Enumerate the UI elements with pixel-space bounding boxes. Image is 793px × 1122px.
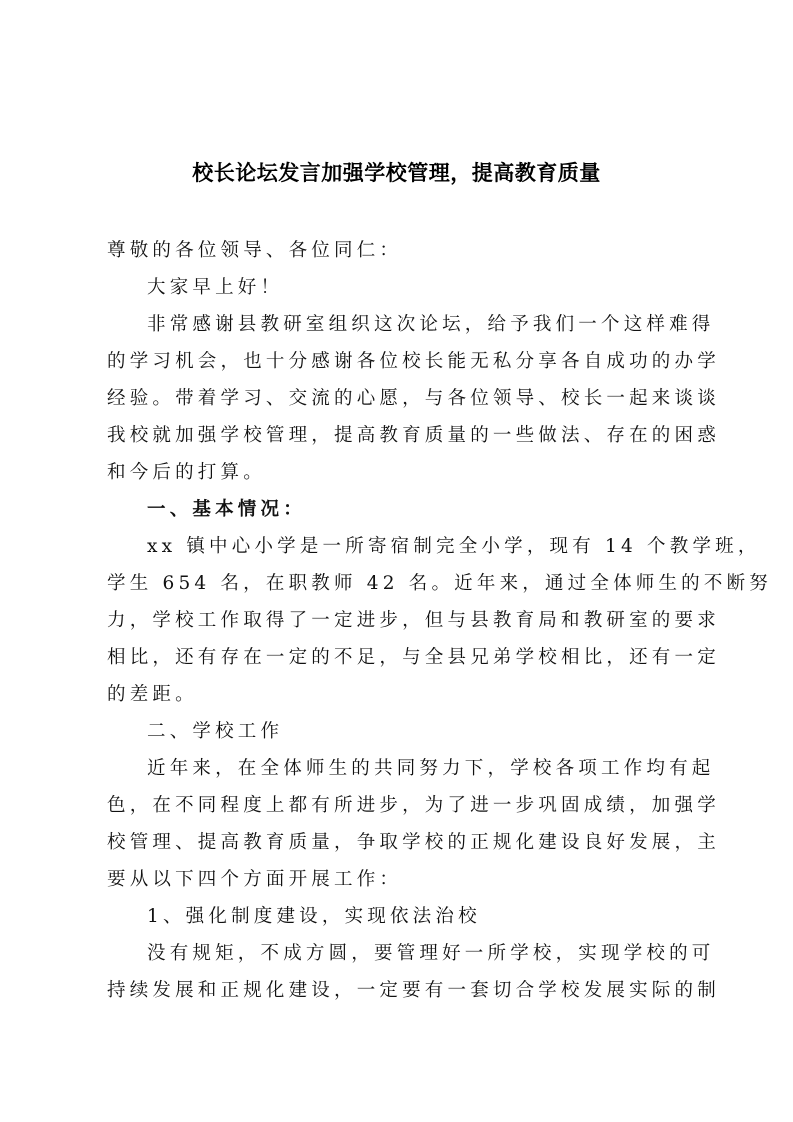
paragraph-line: 经验。带着学习、交流的心愿，与各位领导、校长一起来谈谈 — [107, 388, 720, 409]
paragraph-line: 的学习机会，也十分感谢各位校长能无私分享各自成功的办学 — [107, 351, 720, 372]
section-heading-basic-info: 一、基本情况： — [147, 499, 306, 520]
paragraph-line: 相比，还有存在一定的不足，与全县兄弟学校相比，还有一定 — [107, 647, 720, 668]
document-body — [107, 232, 772, 1009]
paragraph-line: 我校就加强学校管理，提高教育质量的一些做法、存在的困惑 — [107, 425, 720, 446]
paragraph-line: xx 镇中心小学是一所寄宿制完全小学，现有 14 个教学班， — [147, 536, 761, 557]
paragraph-line: 校管理、提高教育质量，争取学校的正规化建设良好发展，主 — [107, 832, 720, 853]
section-heading-school-work: 二、学校工作 — [147, 721, 284, 742]
salutation-line: 尊敬的各位领导、各位同仁： — [107, 240, 403, 261]
paragraph-line: 持续发展和正规化建设，一定要有一套切合学校发展实际的制 — [107, 980, 720, 1001]
paragraph-line: 和今后的打算。 — [107, 462, 266, 483]
paragraph-line: 学生 654 名，在职教师 42 名。近年来，通过全体师生的不断努 — [107, 573, 772, 594]
paragraph-line: 非常感谢县教研室组织这次论坛，给予我们一个这样难得 — [147, 314, 715, 335]
paragraph-line: 近年来，在全体师生的共同努力下，学校各项工作均有起 — [147, 758, 715, 779]
paragraph-line: 要从以下四个方面开展工作： — [107, 869, 403, 890]
paragraph-line: 力，学校工作取得了一定进步，但与县教育局和教研室的要求 — [107, 610, 720, 631]
paragraph-line: 没有规矩，不成方圆，要管理好一所学校，实现学校的可 — [147, 943, 715, 964]
document-title: 校长论坛发言加强学校管理，提高教育质量 — [192, 161, 601, 185]
paragraph-line: 色，在不同程度上都有所进步，为了进一步巩固成绩，加强学 — [107, 795, 720, 816]
subsection-heading-1: 1、强化制度建设，实现依法治校 — [147, 906, 481, 927]
paragraph-line: 的差距。 — [107, 684, 198, 705]
greeting-line: 大家早上好！ — [147, 277, 284, 298]
